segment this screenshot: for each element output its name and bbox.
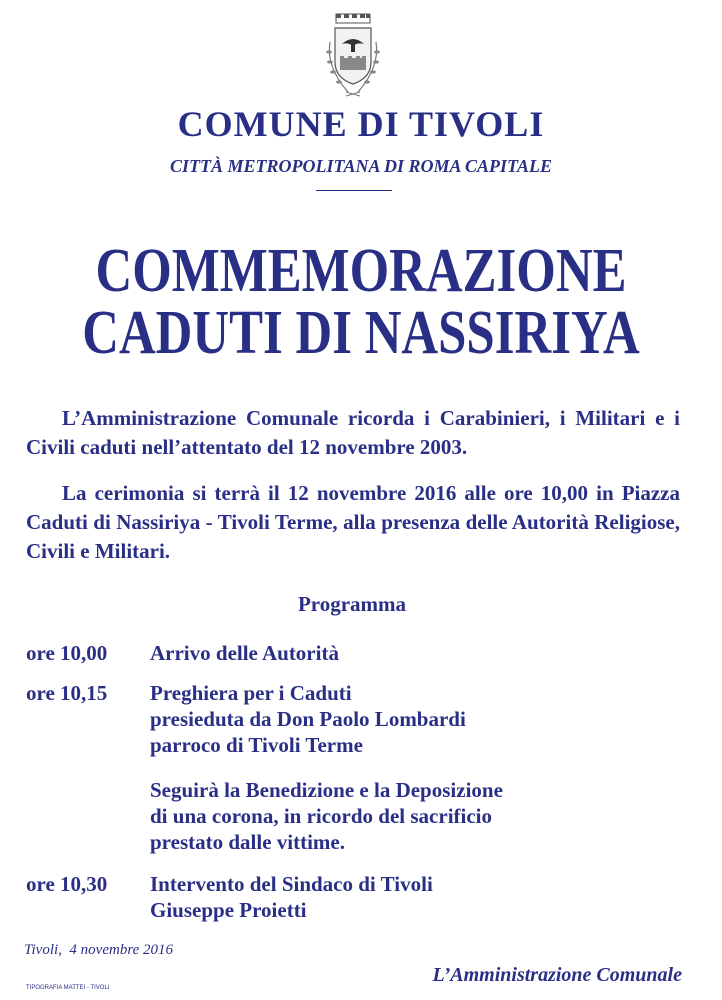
programme-event-line: Intervento del Sindaco di Tivoli	[150, 872, 433, 896]
org-name: COMUNE DI TIVOLI	[177, 104, 545, 144]
programme-event-line: di una corona, in ricordo del sacrificio	[150, 804, 493, 828]
org-subtitle: CITTÀ METROPOLITANA DI ROMA CAPITALE	[169, 156, 553, 176]
signature: L’Amministrazione Comunale	[432, 964, 682, 986]
title-line-1: COMMEMORAZIONE	[95, 237, 627, 305]
programme-event-line: Giuseppe Proietti	[150, 898, 307, 922]
programme-time: ore 10,30	[26, 872, 108, 896]
programme-event	[150, 680, 690, 758]
programme-event-line: Seguirà la Benedizione e la Deposizione	[150, 778, 503, 802]
programme-heading: Programma	[297, 592, 407, 616]
programme-event-line: prestato dalle vittime.	[150, 830, 345, 854]
programme-event-line: parroco di Tivoli Terme	[150, 733, 363, 757]
page-title	[65, 237, 657, 367]
programme-event	[150, 871, 690, 923]
programme-time: ore 10,00	[26, 641, 108, 665]
printer-credit: TIPOGRAFIA MATTEI - TIVOLI	[26, 985, 110, 991]
programme-event	[150, 777, 690, 855]
divider	[316, 190, 392, 191]
title-line-2: CADUTI DI NASSIRIYA	[82, 299, 640, 367]
issue-date: Tivoli, 4 novembre 2016	[24, 942, 174, 958]
programme-event-line: Arrivo delle Autorità	[150, 641, 339, 665]
programme-event-line: presieduta da Don Paolo Lombardi	[150, 707, 466, 731]
ceremony-paragraph: La cerimonia si terrà il 12 novembre 2016 alle ore 10,00 in Piazza Caduti di Nassiriya - Tivoli Terme, alla presenza delle Autorità Religiose, Civili e Militari.	[26, 481, 680, 563]
programme-time: ore 10,15	[26, 681, 108, 705]
intro-paragraph: L’Amministrazione Comunale ricorda i Carabinieri, i Militari e i Civili caduti nell’attentato del 12 novembre 2003.	[26, 406, 680, 459]
programme-event-line: Preghiera per i Caduti	[150, 681, 352, 705]
programme-event	[150, 640, 690, 666]
municipal-crest-icon	[318, 12, 388, 98]
